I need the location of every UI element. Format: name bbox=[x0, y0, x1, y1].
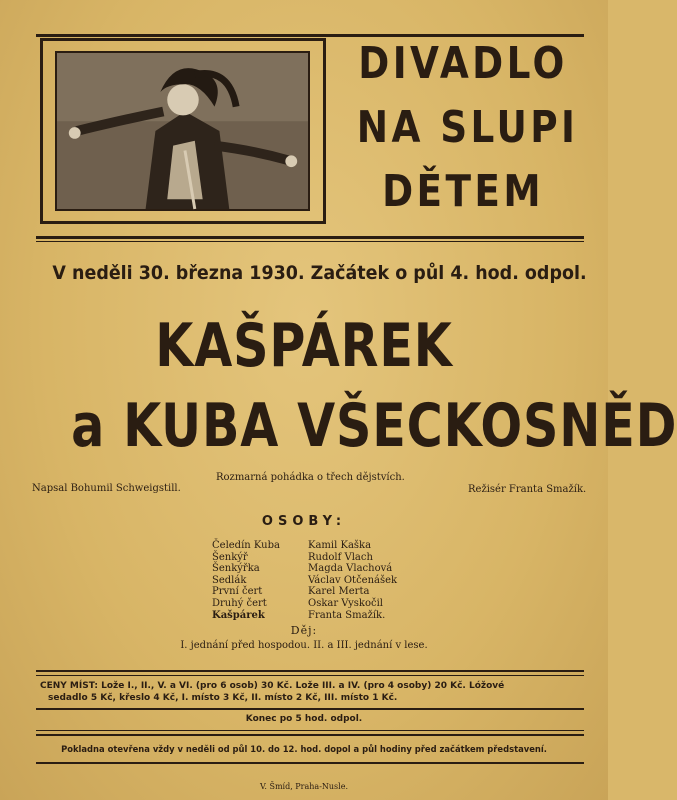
cast-actor: Franta Smažík. bbox=[308, 609, 386, 621]
play-title-line-2: a KUBA VŠECKOSNĚD bbox=[71, 391, 677, 461]
end-bottom-rule-thick bbox=[36, 734, 584, 736]
prices-line-1: CENY MÍST: Lože I., II., V. a VI. (pro 6 osob) 30 Kč. Lože III. a IV. (pro 4 osoby) 20 Kč. Lóžové bbox=[40, 681, 505, 691]
end-time: Konec po 5 hod. odpol. bbox=[245, 714, 363, 724]
header-line-3: DĚTEM bbox=[382, 166, 544, 217]
top-rule bbox=[36, 34, 584, 37]
cast-heading: OSOBY: bbox=[261, 514, 347, 529]
cast-role: Sedlák bbox=[212, 574, 247, 586]
header-line-2: NA SLUPI bbox=[356, 102, 579, 153]
setting-heading: Děj: bbox=[290, 624, 318, 637]
cast-actors bbox=[308, 540, 397, 621]
box-office-hours: Pokladna otevřena vždy v neděli od půl 10. do 12. hod. dopol a půl hodiny před začátkem představení. bbox=[61, 744, 547, 754]
cast-actor: Magda Vlachová bbox=[308, 563, 393, 575]
cast-actor: Karel Merta bbox=[308, 586, 370, 598]
cast-roles bbox=[212, 540, 280, 621]
prices-line-2: sedadlo 5 Kč, křeslo 4 Kč, I. místo 3 Kč, II. místo 2 Kč, III. místo 1 Kč. bbox=[48, 693, 398, 703]
cast-role: Šenkýř bbox=[212, 551, 248, 563]
setting-text: I. jednání před hospodou. II. a III. jednání v lese. bbox=[180, 640, 428, 651]
ticket-prices bbox=[40, 680, 580, 704]
photo-frame bbox=[40, 38, 326, 224]
cast-role: Šenkýřka bbox=[212, 563, 260, 575]
director-credit: Režisér Franta Smažík. bbox=[468, 484, 587, 495]
prices-bottom-rule bbox=[36, 708, 584, 710]
prices-top-rule-thin bbox=[36, 675, 584, 676]
cast-role: První čert bbox=[212, 586, 263, 598]
prices-top-rule bbox=[36, 670, 584, 672]
end-bottom-rule bbox=[36, 730, 584, 731]
cast-actor: Rudolf Vlach bbox=[308, 551, 373, 563]
jester-photo bbox=[55, 51, 310, 211]
cast-role: Čeledín Kuba bbox=[212, 540, 280, 551]
play-title-line-1: KAŠPÁREK bbox=[155, 311, 453, 381]
header-line-1: DIVADLO bbox=[358, 38, 568, 89]
cast-actor: Kamil Kaška bbox=[308, 540, 372, 551]
date-line: V neděli 30. března 1930. Začátek o půl 4. hod. odpol. bbox=[52, 262, 587, 284]
cast-actor: Oskar Vyskočil bbox=[308, 597, 383, 609]
header-bottom-rule-thin bbox=[36, 241, 584, 242]
author-credit: Napsal Bohumil Schweigstill. bbox=[32, 483, 181, 494]
printer-imprint: V. Šmíd, Praha-Nusle. bbox=[260, 782, 348, 791]
cast-role: Kašpárek bbox=[212, 609, 265, 621]
cast-role: Druhý čert bbox=[212, 597, 267, 609]
genre-credit: Rozmarná pohádka o třech dějstvích. bbox=[216, 472, 405, 483]
bottom-rule bbox=[36, 762, 584, 764]
header-bottom-rule bbox=[36, 236, 584, 239]
cast-actor: Václav Otčenášek bbox=[308, 574, 398, 586]
